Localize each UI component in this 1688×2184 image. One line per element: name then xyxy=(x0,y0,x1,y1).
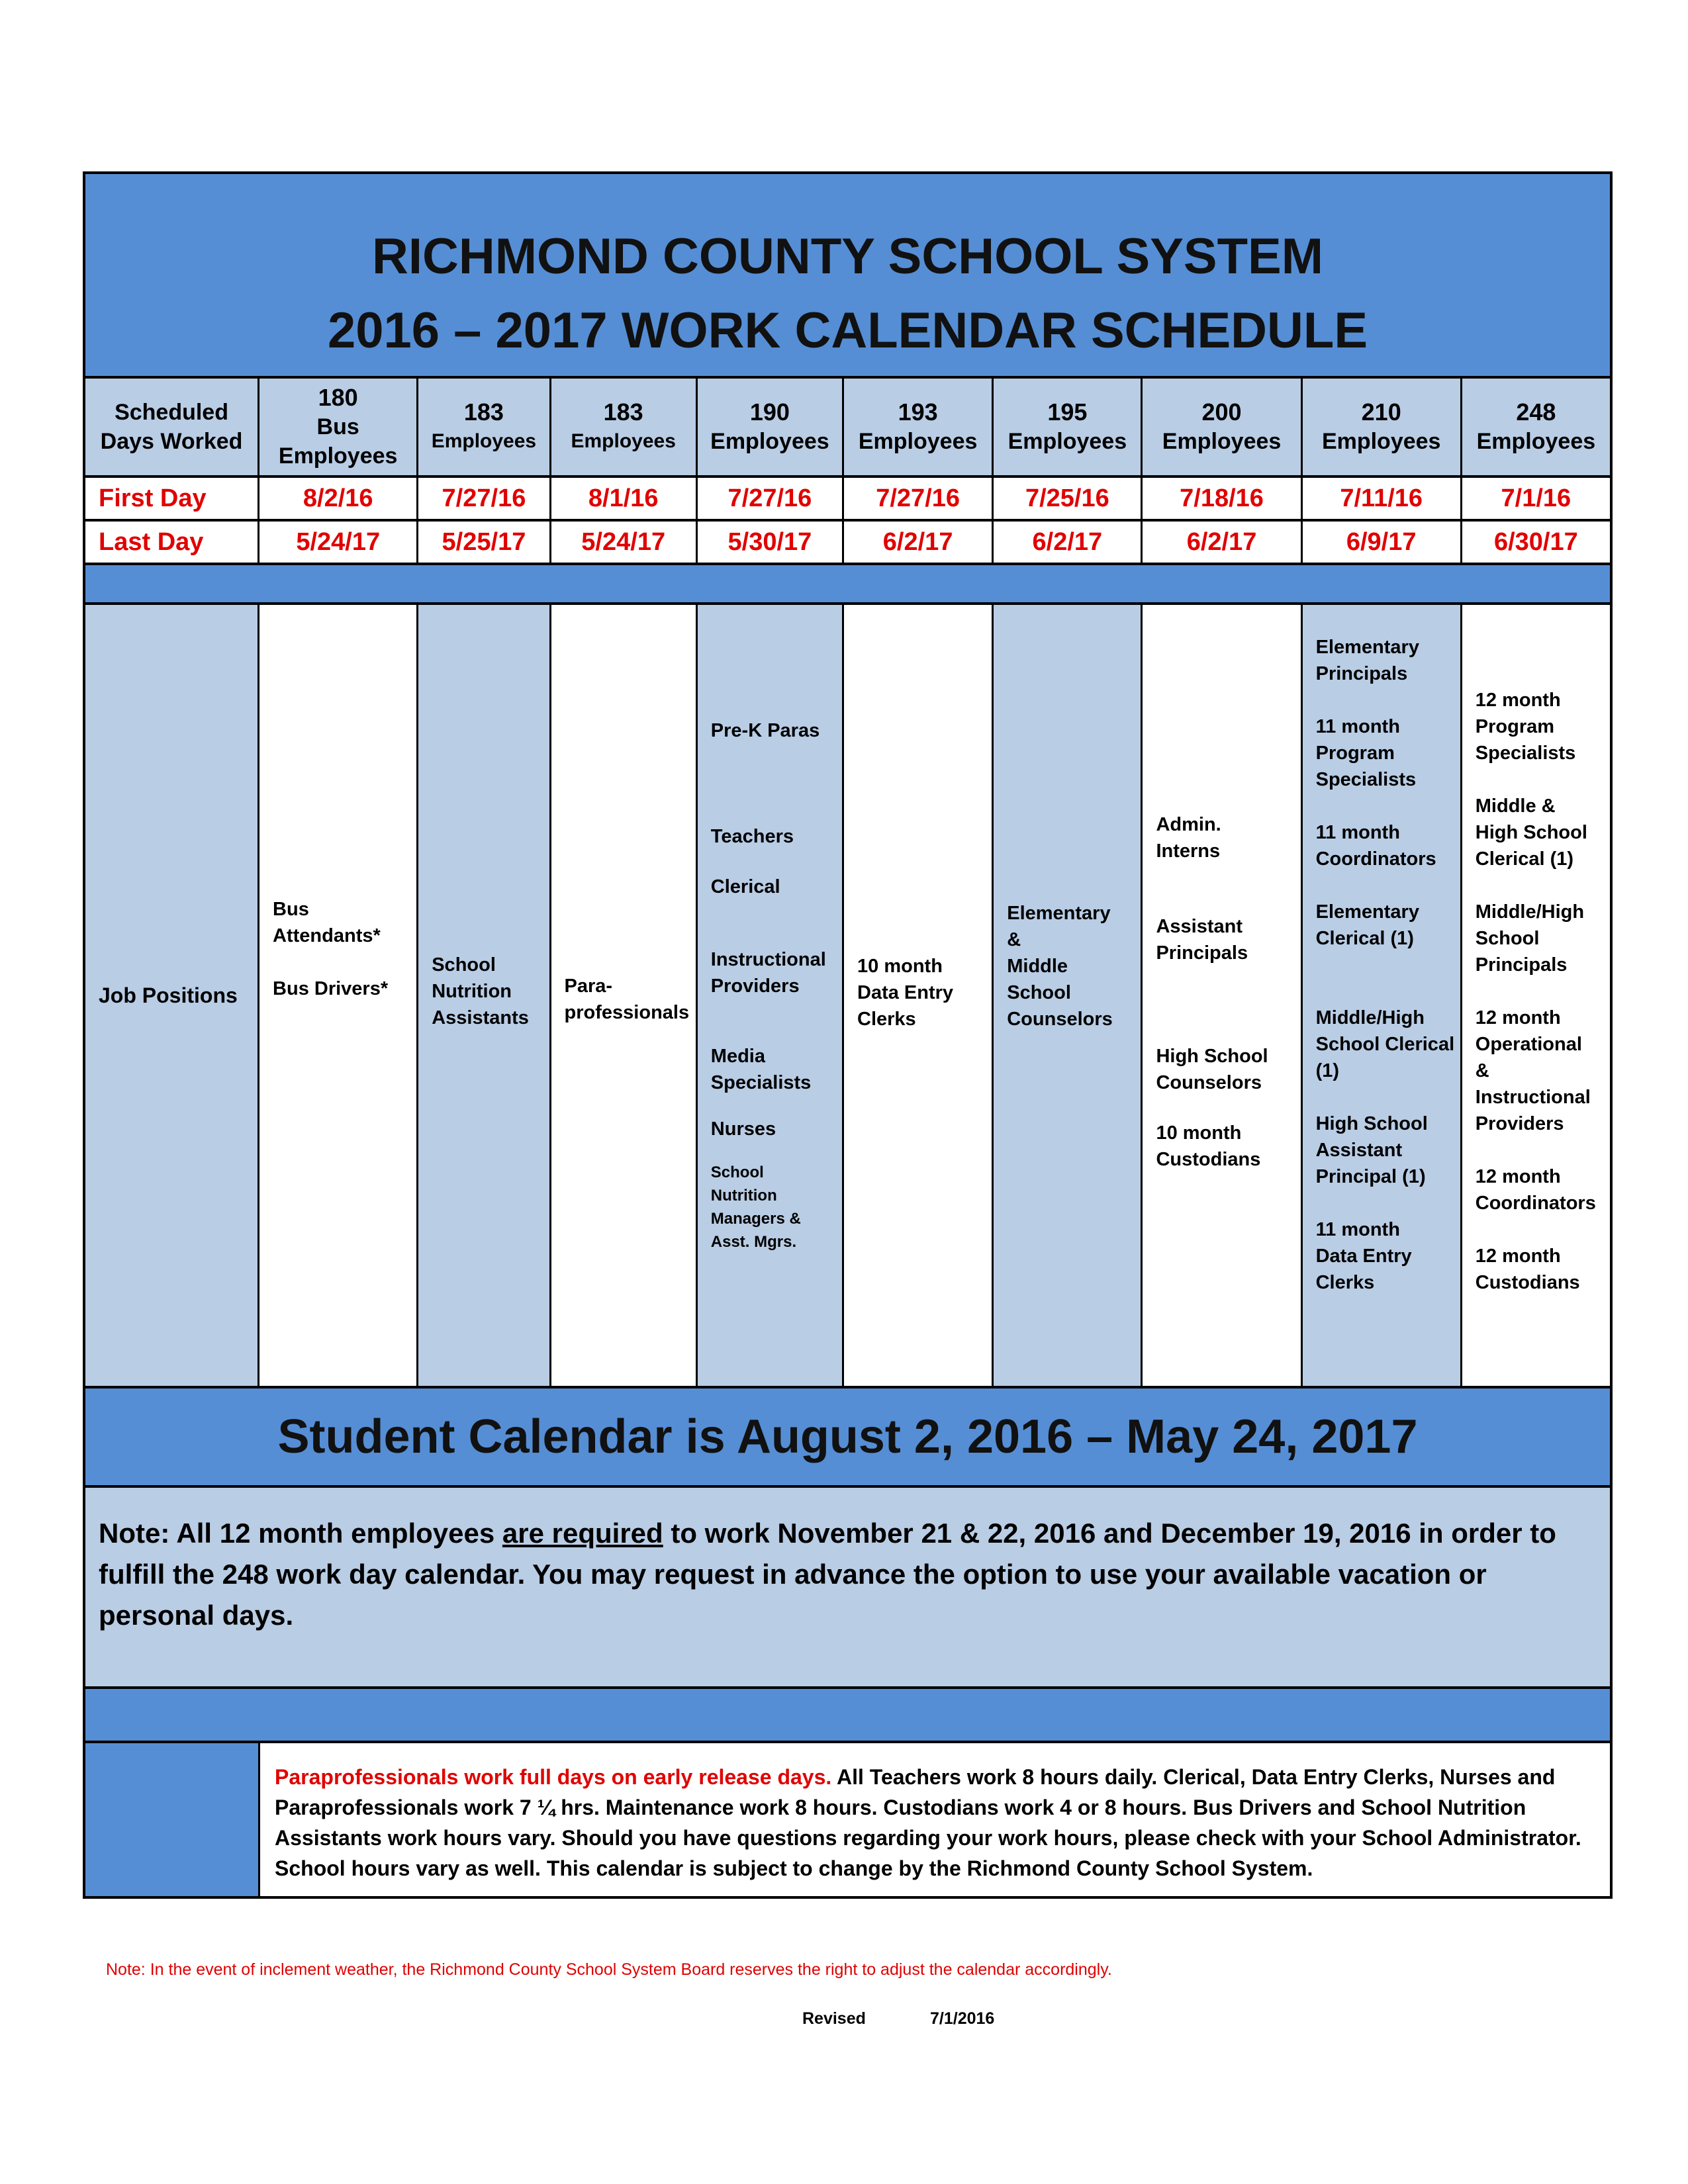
position-text: Elementary Clerical (1) xyxy=(1315,901,1419,949)
last-day-label: Last Day xyxy=(85,522,258,563)
header-sub: Bus xyxy=(316,414,359,439)
first-day-value: 7/18/16 xyxy=(1141,478,1300,519)
first-day-value: 7/25/16 xyxy=(992,478,1141,519)
last-day-value: 5/25/17 xyxy=(416,522,549,563)
last-day-value: 6/2/17 xyxy=(992,522,1141,563)
hours-text xyxy=(258,1743,1610,1896)
header-sub: Employees xyxy=(710,429,829,454)
header-col-5 xyxy=(842,379,992,475)
job-col-1 xyxy=(258,605,416,1386)
weather-note: Note: In the event of inclement weather, the Richmond County School System Board reserves the right to adjust the calendar accordingly. xyxy=(106,1960,1112,1979)
first-day-value: 7/11/16 xyxy=(1301,478,1460,519)
position-text: 11 month Data Entry Clerks xyxy=(1315,1219,1412,1293)
job-col-9 xyxy=(1460,605,1610,1386)
position-text: Assistant Principals xyxy=(1156,916,1248,964)
header-sub: Employees xyxy=(1476,429,1596,454)
header-sub: Employees xyxy=(431,430,537,452)
title-line-1: RICHMOND COUNTY SCHOOL SYSTEM xyxy=(371,228,1324,285)
position-text: Nurses xyxy=(710,1118,776,1140)
header-col-9 xyxy=(1460,379,1610,475)
header-days: 248 xyxy=(1516,398,1556,426)
position-text: 12 month Coordinators xyxy=(1475,1166,1596,1214)
first-day-value: 7/27/16 xyxy=(416,478,549,519)
header-days: 183 xyxy=(463,398,504,426)
header-row xyxy=(85,376,1610,475)
position-text: Elementary Principals xyxy=(1315,637,1419,684)
header-days: 210 xyxy=(1361,398,1401,426)
first-day-value: 8/2/16 xyxy=(258,478,416,519)
position-text: Bus Attendants* xyxy=(273,899,381,946)
position-text: Middle & High School Clerical (1) xyxy=(1475,796,1587,870)
job-col-4 xyxy=(696,605,842,1386)
job-col-2 xyxy=(416,605,549,1386)
last-day-row xyxy=(85,519,1610,563)
last-day-value: 5/24/17 xyxy=(258,522,416,563)
position-text: Pre-K Paras xyxy=(710,720,820,741)
job-col-5 xyxy=(842,605,992,1386)
first-day-value: 8/1/16 xyxy=(549,478,696,519)
header-col-3 xyxy=(549,379,696,475)
position-text: Middle/High School Principals xyxy=(1475,901,1585,976)
first-day-label: First Day xyxy=(85,478,258,519)
job-positions-row xyxy=(85,602,1610,1386)
spacer-band xyxy=(85,565,1610,602)
position-text: Para- professionals xyxy=(564,976,690,1023)
header-sub: Employees xyxy=(1321,429,1441,454)
position-text: 11 month Program Specialists xyxy=(1315,716,1417,790)
last-day-value: 6/2/17 xyxy=(1141,522,1300,563)
header-sub: Employees xyxy=(1162,429,1282,454)
hours-side-block xyxy=(85,1743,258,1896)
hours-details: All Teachers work 8 hours daily. Clerical, Data Entry Clerks, Nurses and Paraprofessionals work 7 ¼ hrs. Maintenance work 8 hours. Custodians work 4 or 8 hours. Bus Drivers and School Nutrition Assistants work hours vary. Should you have questions regarding your work hours, please check with your School Administrator. School hours vary as well. This calendar is subject to change by the Richmond County School System. xyxy=(275,1765,1581,1880)
revised-label: Revised xyxy=(802,2009,866,2028)
note-text-start: Note: All 12 month employees xyxy=(99,1518,502,1549)
note-underlined: are required xyxy=(502,1518,663,1549)
title-line-2: 2016 – 2017 WORK CALENDAR SCHEDULE xyxy=(327,302,1368,359)
header-days: 180 xyxy=(318,384,358,411)
header-label xyxy=(85,379,258,475)
position-text: Admin. Interns xyxy=(1156,814,1221,862)
first-day-value: 7/27/16 xyxy=(842,478,992,519)
header-col-8 xyxy=(1301,379,1460,475)
position-text: Bus Drivers* xyxy=(273,978,389,999)
note-block xyxy=(85,1488,1610,1686)
header-col-6 xyxy=(992,379,1141,475)
job-col-6 xyxy=(992,605,1141,1386)
last-day-value: 6/2/17 xyxy=(842,522,992,563)
first-day-value: 7/27/16 xyxy=(696,478,842,519)
header-col-2 xyxy=(416,379,549,475)
note-text-end: to work November 21 & 22, 2016 and December 19, 2016 in order to fulfill the 248 work day calendar. You may request in advance the option to use your available vacation or personal days. xyxy=(99,1518,1556,1631)
position-text: High School Assistant Principal (1) xyxy=(1315,1113,1428,1187)
header-sub: Employees xyxy=(1008,429,1127,454)
header-sub: Employees xyxy=(858,429,978,454)
position-text: School Nutrition Assistants xyxy=(432,954,529,1028)
header-label-line-2: Days Worked xyxy=(100,429,243,454)
position-text: 10 month Data Entry Clerks xyxy=(857,956,954,1030)
header-sub: Employees xyxy=(571,430,676,452)
header-days: 183 xyxy=(603,398,643,426)
header-sub-2: Employees xyxy=(278,443,398,469)
position-text: Media Specialists xyxy=(710,1046,812,1093)
job-col-7 xyxy=(1141,605,1300,1386)
calendar-table xyxy=(83,171,1613,1899)
position-text: 12 month Program Specialists xyxy=(1475,690,1576,764)
header-days: 193 xyxy=(898,398,938,426)
position-text: 12 month Custodians xyxy=(1475,1246,1580,1293)
job-col-3 xyxy=(549,605,696,1386)
title-block xyxy=(85,174,1610,376)
revised-date: 7/1/2016 xyxy=(930,2009,995,2028)
position-text: High School Counselors xyxy=(1156,1046,1268,1093)
last-day-value: 5/24/17 xyxy=(549,522,696,563)
last-day-value: 6/9/17 xyxy=(1301,522,1460,563)
position-text: Clerical xyxy=(710,876,780,897)
position-text: Teachers xyxy=(710,826,794,847)
position-text: School Nutrition Managers & Asst. Mgrs. xyxy=(710,1163,801,1251)
header-col-4 xyxy=(696,379,842,475)
header-days: 195 xyxy=(1047,398,1088,426)
hours-row xyxy=(85,1741,1610,1896)
position-text: 10 month Custodians xyxy=(1156,1122,1261,1170)
position-text: 11 month Coordinators xyxy=(1315,822,1436,870)
first-day-value: 7/1/16 xyxy=(1460,478,1610,519)
spacer-band-2 xyxy=(85,1689,1610,1741)
last-day-value: 5/30/17 xyxy=(696,522,842,563)
last-day-value: 6/30/17 xyxy=(1460,522,1610,563)
header-days: 190 xyxy=(749,398,790,426)
student-calendar-banner: Student Calendar is August 2, 2016 – May 24, 2017 xyxy=(85,1388,1610,1485)
job-col-8 xyxy=(1301,605,1460,1386)
header-label-line-1: Scheduled xyxy=(115,400,228,425)
early-release-notice: Paraprofessionals work full days on early release days. xyxy=(275,1765,832,1789)
header-col-7 xyxy=(1141,379,1300,475)
position-text: 12 month Operational & Instructional Providers xyxy=(1475,1007,1591,1134)
header-col-1 xyxy=(258,379,416,475)
first-day-row xyxy=(85,475,1610,519)
header-days: 200 xyxy=(1201,398,1242,426)
position-text: Instructional Providers xyxy=(710,949,826,997)
position-text: Middle/High School Clerical (1) xyxy=(1315,1007,1455,1081)
position-text: Elementary & Middle School Counselors xyxy=(1007,903,1113,1030)
job-positions-label: Job Positions xyxy=(85,605,258,1386)
